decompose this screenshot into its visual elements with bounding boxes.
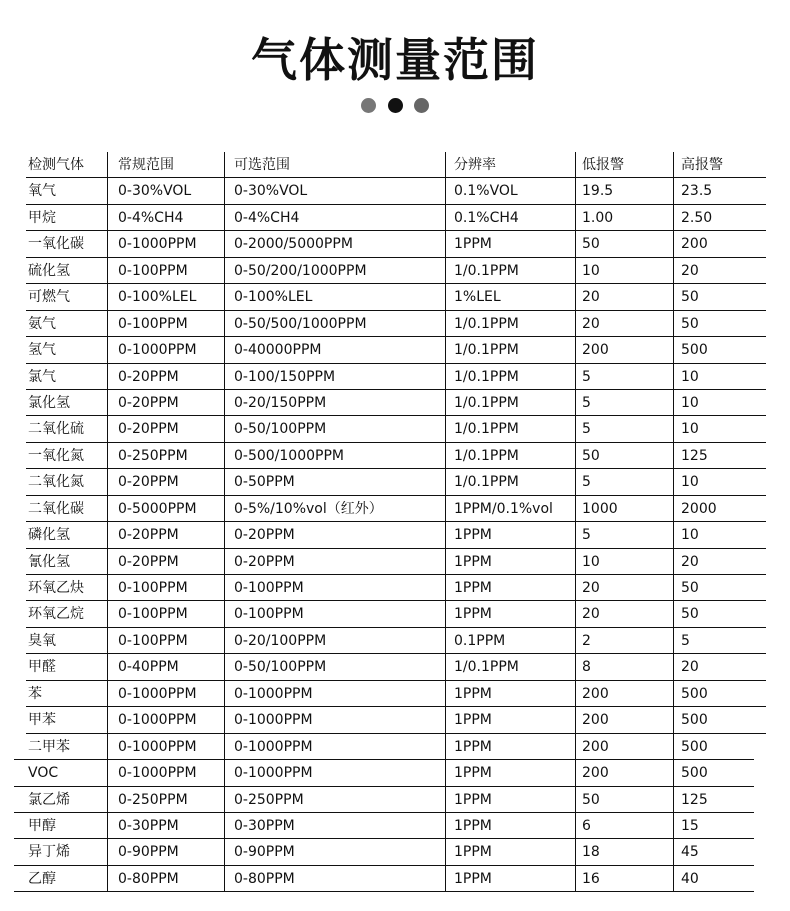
gas-name-cell: 环氧乙烷	[28, 606, 84, 623]
high-alarm-cell: 50	[673, 601, 763, 626]
low-alarm-cell: 200	[575, 337, 673, 362]
standard-range-cell: 0-20PPM	[107, 390, 223, 415]
gas-name-cell: 甲醇	[28, 817, 56, 834]
optional-range-cell: 0-50PPM	[224, 469, 446, 494]
resolution-cell: 1PPM	[445, 813, 575, 838]
high-alarm-cell: 500	[673, 734, 755, 759]
table-row	[14, 734, 754, 760]
optional-range-cell: 0-1000PPM	[224, 760, 446, 785]
resolution-cell: 1PPM	[445, 734, 575, 759]
gas-name-cell: 氯化氢	[28, 394, 70, 411]
low-alarm-cell: 5	[575, 390, 673, 415]
header-resolution: 分辨率	[445, 152, 575, 177]
standard-range-cell: 0-100%LEL	[107, 284, 223, 309]
optional-range-cell: 0-50/500/1000PPM	[224, 311, 446, 336]
resolution-cell: 1PPM	[445, 760, 575, 785]
standard-range-cell: 0-20PPM	[107, 416, 223, 441]
gas-name-cell: 甲烷	[28, 209, 56, 226]
gas-name-cell: VOC	[28, 765, 59, 782]
resolution-cell: 1/0.1PPM	[445, 416, 575, 441]
high-alarm-cell: 500	[673, 707, 763, 732]
gas-name-cell: 甲醛	[28, 659, 56, 676]
gas-name-cell: 苯	[28, 685, 42, 702]
optional-range-cell: 0-1000PPM	[224, 734, 446, 759]
standard-range-cell: 0-30%VOL	[107, 178, 223, 203]
standard-range-cell: 0-20PPM	[107, 469, 223, 494]
resolution-cell: 1/0.1PPM	[445, 390, 575, 415]
high-alarm-cell: 50	[673, 311, 763, 336]
optional-range-cell: 0-20PPM	[224, 522, 446, 547]
table-row	[26, 575, 766, 601]
optional-range-cell: 0-500/1000PPM	[224, 443, 446, 468]
gas-name-cell: 二氧化碳	[28, 500, 84, 517]
low-alarm-cell: 6	[575, 813, 673, 838]
low-alarm-cell: 1.00	[575, 205, 673, 230]
high-alarm-cell: 23.5	[673, 178, 763, 203]
gas-name-cell: 氧气	[28, 183, 56, 200]
high-alarm-cell: 500	[673, 681, 763, 706]
low-alarm-cell: 20	[575, 284, 673, 309]
resolution-cell: 1/0.1PPM	[445, 337, 575, 362]
resolution-cell: 1PPM	[445, 839, 575, 864]
low-alarm-cell: 10	[575, 549, 673, 574]
low-alarm-cell: 8	[575, 654, 673, 679]
high-alarm-cell: 45	[673, 839, 755, 864]
standard-range-cell: 0-4%CH4	[107, 205, 223, 230]
standard-range-cell: 0-20PPM	[107, 549, 223, 574]
optional-range-cell: 0-5%/10%vol（红外）	[224, 496, 446, 521]
table-row	[26, 390, 766, 416]
resolution-cell: 0.1%CH4	[445, 205, 575, 230]
optional-range-cell: 0-1000PPM	[224, 707, 446, 732]
optional-range-cell: 0-50/100PPM	[224, 416, 446, 441]
table-row	[26, 284, 766, 310]
resolution-cell: 1PPM/0.1%vol	[445, 496, 575, 521]
gas-name-cell: 臭氧	[28, 632, 56, 649]
high-alarm-cell: 50	[673, 284, 763, 309]
table-row	[14, 813, 754, 839]
low-alarm-cell: 200	[575, 707, 673, 732]
resolution-cell: 1PPM	[445, 681, 575, 706]
low-alarm-cell: 20	[575, 601, 673, 626]
optional-range-cell: 0-50/200/1000PPM	[224, 258, 446, 283]
standard-range-cell: 0-250PPM	[107, 443, 223, 468]
table-row	[26, 496, 766, 522]
standard-range-cell: 0-20PPM	[107, 522, 223, 547]
gas-name-cell: 氰化氢	[28, 553, 70, 570]
optional-range-cell: 0-100PPM	[224, 575, 446, 600]
high-alarm-cell: 2000	[673, 496, 763, 521]
standard-range-cell: 0-1000PPM	[107, 337, 223, 362]
standard-range-cell: 0-1000PPM	[107, 681, 223, 706]
resolution-cell: 1/0.1PPM	[445, 364, 575, 389]
standard-range-cell: 0-1000PPM	[107, 760, 223, 785]
optional-range-cell: 0-50/100PPM	[224, 654, 446, 679]
high-alarm-cell: 10	[673, 522, 763, 547]
low-alarm-cell: 20	[575, 575, 673, 600]
header-gas: 检测气体	[28, 157, 84, 173]
standard-range-cell: 0-30PPM	[107, 813, 223, 838]
dot-indicator-icon	[388, 98, 403, 113]
gas-name-cell: 磷化氢	[28, 527, 70, 544]
high-alarm-cell: 500	[673, 337, 763, 362]
resolution-cell: 1%LEL	[445, 284, 575, 309]
table-row	[26, 337, 766, 363]
low-alarm-cell: 2	[575, 628, 673, 653]
standard-range-cell: 0-20PPM	[107, 364, 223, 389]
table-row	[14, 787, 754, 813]
table-row	[26, 628, 766, 654]
table-row	[14, 866, 754, 892]
resolution-cell: 1/0.1PPM	[445, 654, 575, 679]
optional-range-cell: 0-100PPM	[224, 601, 446, 626]
table-row	[14, 839, 754, 865]
high-alarm-cell: 125	[673, 443, 763, 468]
table-row	[26, 178, 766, 204]
optional-range-cell: 0-2000/5000PPM	[224, 231, 446, 256]
high-alarm-cell: 10	[673, 416, 763, 441]
standard-range-cell: 0-100PPM	[107, 601, 223, 626]
high-alarm-cell: 50	[673, 575, 763, 600]
header-high-alarm: 高报警	[673, 152, 763, 177]
optional-range-cell: 0-100/150PPM	[224, 364, 446, 389]
standard-range-cell: 0-5000PPM	[107, 496, 223, 521]
standard-range-cell: 0-40PPM	[107, 654, 223, 679]
resolution-cell: 0.1PPM	[445, 628, 575, 653]
low-alarm-cell: 50	[575, 787, 673, 812]
optional-range-cell: 0-20PPM	[224, 549, 446, 574]
low-alarm-cell: 1000	[575, 496, 673, 521]
optional-range-cell: 0-30%VOL	[224, 178, 446, 203]
resolution-cell: 1PPM	[445, 231, 575, 256]
resolution-cell: 1/0.1PPM	[445, 311, 575, 336]
low-alarm-cell: 5	[575, 469, 673, 494]
standard-range-cell: 0-100PPM	[107, 628, 223, 653]
resolution-cell: 1PPM	[445, 707, 575, 732]
standard-range-cell: 0-80PPM	[107, 866, 223, 891]
gas-range-table	[26, 152, 766, 892]
table-row	[26, 364, 766, 390]
optional-range-cell: 0-80PPM	[224, 866, 446, 891]
resolution-cell: 1PPM	[445, 549, 575, 574]
resolution-cell: 1PPM	[445, 522, 575, 547]
high-alarm-cell: 200	[673, 231, 763, 256]
table-row	[26, 601, 766, 627]
high-alarm-cell: 500	[673, 760, 755, 785]
low-alarm-cell: 16	[575, 866, 673, 891]
standard-range-cell: 0-100PPM	[107, 258, 223, 283]
gas-name-cell: 乙醇	[28, 870, 56, 887]
standard-range-cell: 0-250PPM	[107, 787, 223, 812]
optional-range-cell: 0-100%LEL	[224, 284, 446, 309]
high-alarm-cell: 2.50	[673, 205, 763, 230]
low-alarm-cell: 200	[575, 734, 673, 759]
table-row	[26, 522, 766, 548]
optional-range-cell: 0-40000PPM	[224, 337, 446, 362]
high-alarm-cell: 20	[673, 549, 763, 574]
gas-name-cell: 环氧乙炔	[28, 580, 84, 596]
optional-range-cell: 0-90PPM	[224, 839, 446, 864]
gas-name-cell: 氢气	[28, 342, 56, 359]
low-alarm-cell: 200	[575, 681, 673, 706]
optional-range-cell: 0-250PPM	[224, 787, 446, 812]
low-alarm-cell: 5	[575, 416, 673, 441]
gas-name-cell: 异丁烯	[28, 844, 70, 861]
dot-indicator-icon	[361, 98, 376, 113]
decorative-dots	[361, 98, 429, 114]
table-row	[26, 443, 766, 469]
high-alarm-cell: 10	[673, 390, 763, 415]
gas-name-cell: 二氧化氮	[28, 474, 84, 491]
standard-range-cell: 0-90PPM	[107, 839, 223, 864]
optional-range-cell: 0-4%CH4	[224, 205, 446, 230]
header-standard-range: 常规范围	[107, 152, 223, 177]
table-row	[26, 231, 766, 257]
low-alarm-cell: 18	[575, 839, 673, 864]
standard-range-cell: 0-1000PPM	[107, 707, 223, 732]
resolution-cell: 1PPM	[445, 601, 575, 626]
high-alarm-cell: 20	[673, 258, 763, 283]
low-alarm-cell: 50	[575, 443, 673, 468]
header-optional-range: 可选范围	[224, 152, 446, 177]
gas-name-cell: 氯气	[28, 368, 56, 385]
low-alarm-cell: 20	[575, 311, 673, 336]
page-title: 气体测量范围	[251, 33, 539, 87]
table-body	[26, 178, 766, 892]
optional-range-cell: 0-20/150PPM	[224, 390, 446, 415]
resolution-cell: 1PPM	[445, 787, 575, 812]
optional-range-cell: 0-30PPM	[224, 813, 446, 838]
gas-name-cell: 氯乙烯	[28, 791, 70, 808]
low-alarm-cell: 10	[575, 258, 673, 283]
resolution-cell: 1/0.1PPM	[445, 469, 575, 494]
table-row	[26, 258, 766, 284]
resolution-cell: 1/0.1PPM	[445, 443, 575, 468]
low-alarm-cell: 5	[575, 364, 673, 389]
table-row	[26, 681, 766, 707]
table-row	[26, 311, 766, 337]
standard-range-cell: 0-1000PPM	[107, 231, 223, 256]
standard-range-cell: 0-100PPM	[107, 311, 223, 336]
gas-name-cell: 二氧化硫	[28, 421, 84, 438]
high-alarm-cell: 10	[673, 469, 763, 494]
gas-name-cell: 一氧化氮	[28, 447, 84, 464]
gas-name-cell: 可燃气	[28, 289, 70, 306]
high-alarm-cell: 15	[673, 813, 755, 838]
gas-name-cell: 甲苯	[28, 712, 56, 729]
table-row	[26, 205, 766, 231]
resolution-cell: 1PPM	[445, 866, 575, 891]
resolution-cell: 0.1%VOL	[445, 178, 575, 203]
table-row	[26, 707, 766, 733]
table-row	[14, 760, 754, 786]
low-alarm-cell: 50	[575, 231, 673, 256]
high-alarm-cell: 20	[673, 654, 763, 679]
table-row	[26, 654, 766, 680]
header-low-alarm: 低报警	[575, 152, 673, 177]
dot-indicator-icon	[414, 98, 429, 113]
table-row	[26, 416, 766, 442]
low-alarm-cell: 200	[575, 760, 673, 785]
high-alarm-cell: 40	[673, 866, 755, 891]
gas-name-cell: 一氧化碳	[28, 236, 84, 253]
gas-name-cell: 氨气	[28, 315, 56, 332]
low-alarm-cell: 19.5	[575, 178, 673, 203]
gas-name-cell: 硫化氢	[28, 262, 70, 279]
low-alarm-cell: 5	[575, 522, 673, 547]
gas-name-cell: 二甲苯	[28, 738, 70, 755]
table-row	[26, 469, 766, 495]
standard-range-cell: 0-100PPM	[107, 575, 223, 600]
optional-range-cell: 0-1000PPM	[224, 681, 446, 706]
high-alarm-cell: 125	[673, 787, 755, 812]
resolution-cell: 1/0.1PPM	[445, 258, 575, 283]
table-header-row	[26, 152, 766, 178]
high-alarm-cell: 5	[673, 628, 763, 653]
resolution-cell: 1PPM	[445, 575, 575, 600]
optional-range-cell: 0-20/100PPM	[224, 628, 446, 653]
standard-range-cell: 0-1000PPM	[107, 734, 223, 759]
table-row	[26, 549, 766, 575]
high-alarm-cell: 10	[673, 364, 763, 389]
